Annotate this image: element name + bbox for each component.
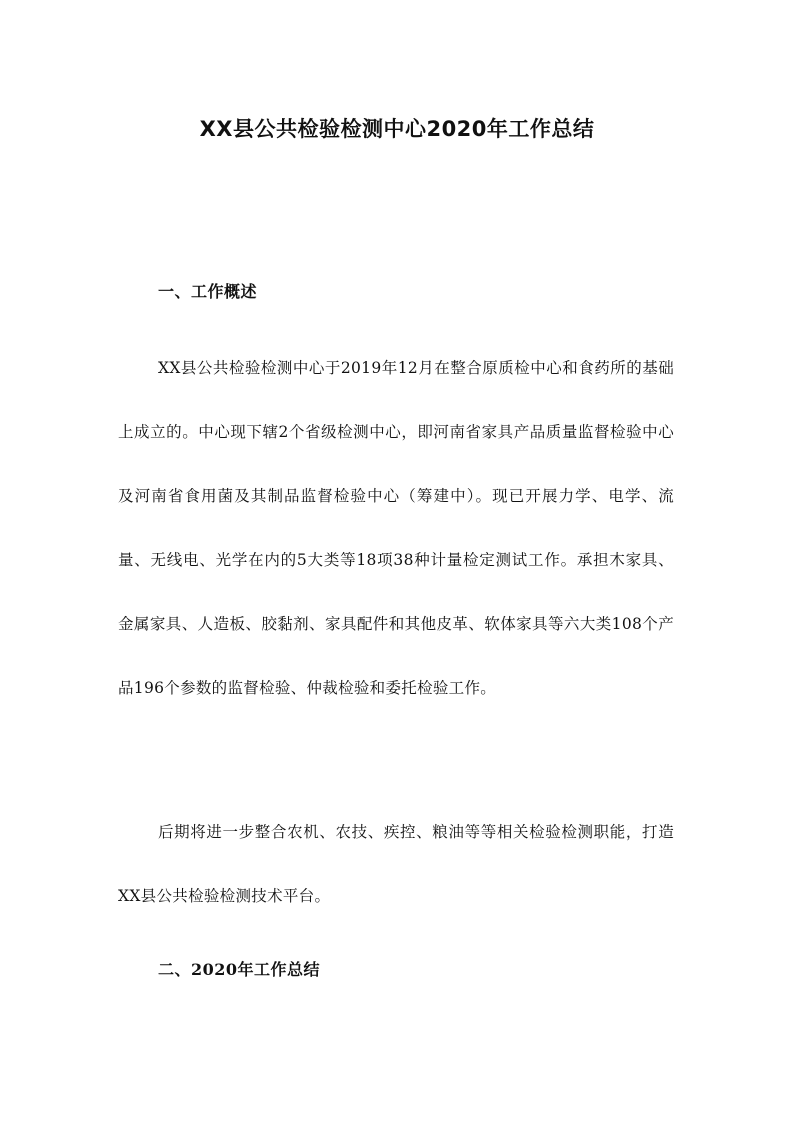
paragraph-center-overview: XX县公共检验检测中心于2019年12月在整合原质检中心和食药所的基础上成立的。中心现下辖2个省级检测中心，即河南省家具产品质量监督检验中心及河南省食用菌及其制品监督检验中心（筹建中）。现已开展力学、电学、流量、无线电、光学在内的5大类等18项38种计量检定测试工作。承担木家具、金属家具、人造板、胶黏剂、家具配件和其他皮革、软体家具等六大类108个产品196个参数的监督检验、仲裁检验和委托检验工作。 — [118, 359, 674, 697]
section-heading-2020-summary: 二、2020年工作总结 — [158, 960, 321, 979]
document-title: XX县公共检验检测中心2020年工作总结 — [199, 117, 595, 141]
paragraph-future-plan: 后期将进一步整合农机、农技、疾控、粮油等等相关检验检测职能，打造XX县公共检验检测技术平台。 — [118, 823, 674, 905]
section-heading-overview: 一、工作概述 — [158, 282, 258, 301]
